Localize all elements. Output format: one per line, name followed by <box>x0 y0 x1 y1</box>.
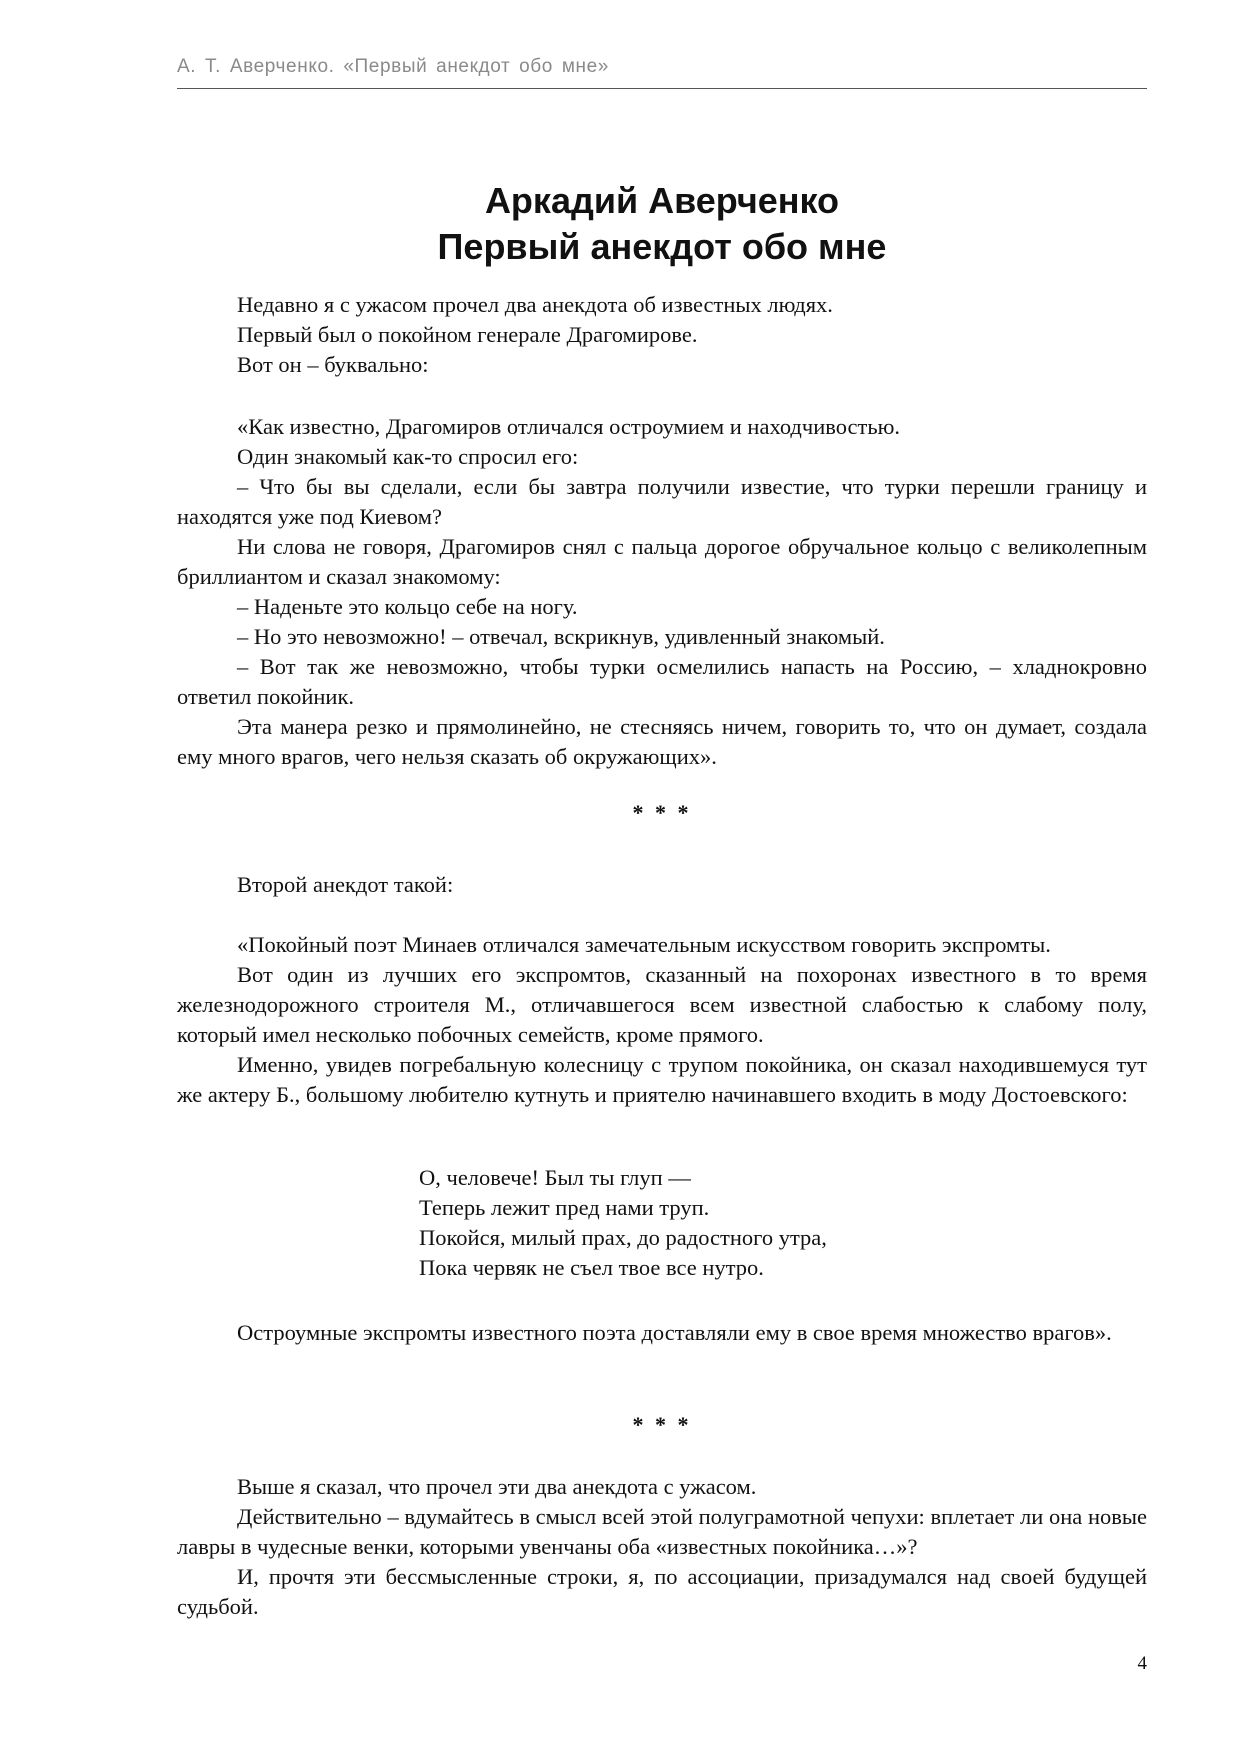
anecdote-two-block <box>177 930 1147 1110</box>
poem-line: Покойся, милый прах, до радостного утра, <box>419 1225 827 1250</box>
poem-line: О, человече! Был ты глуп — <box>419 1165 691 1190</box>
paragraph: Вот он – буквально: <box>237 352 429 377</box>
anecdote-two-end-block <box>177 1318 1147 1348</box>
conclusion-block <box>177 1472 1147 1622</box>
intro-block <box>177 290 1147 380</box>
section-separator: * * * <box>632 1412 692 1437</box>
paragraph: Ни слова не говоря, Драгомиров снял с пальца дорогое обручальное кольцо с великолепным бриллиантом и сказал знакомому: <box>177 534 1147 589</box>
title-work: Первый анекдот обо мне <box>437 226 887 267</box>
second-intro-block <box>177 870 1147 900</box>
page-number: 4 <box>1137 1653 1147 1674</box>
paragraph: Второй анекдот такой: <box>237 872 454 897</box>
paragraph: Эта манера резко и прямолинейно, не стесняясь ничем, говорить то, что он думает, создала ему много врагов, чего нельзя сказать об окружающих». <box>177 714 1147 769</box>
paragraph: Остроумные экспромты известного поэта доставляли ему в свое время множество врагов». <box>237 1320 1112 1345</box>
section-separator: * * * <box>632 800 692 825</box>
paragraph: Первый был о покойном генерале Драгомирове. <box>237 322 698 347</box>
paragraph: – Что бы вы сделали, если бы завтра получили известие, что турки перешли границу и находятся уже под Киевом? <box>177 474 1147 529</box>
paragraph: Один знакомый как-то спросил его: <box>237 444 579 469</box>
poem-line: Пока червяк не съел твое все нутро. <box>419 1255 764 1280</box>
poem-block <box>419 1163 827 1283</box>
title-author: Аркадий Аверченко <box>484 180 840 221</box>
paragraph: – Наденьте это кольцо себе на ногу. <box>237 594 578 619</box>
anecdote-one-block <box>177 412 1147 772</box>
poem-line: Теперь лежит пред нами труп. <box>419 1195 710 1220</box>
paragraph: Недавно я с ужасом прочел два анекдота об известных людях. <box>237 292 833 317</box>
paragraph: Выше я сказал, что прочел эти два анекдота с ужасом. <box>237 1474 757 1499</box>
paragraph: Именно, увидев погребальную колесницу с трупом покойника, он сказал находившемуся тут же актеру Б., большому любителю кутнуть и приятелю начинавшего входить в моду Достоевского: <box>177 1052 1147 1107</box>
paragraph: Вот один из лучших его экспромтов, сказанный на похоронах известного в то время железнодорожного строителя М., отличавшегося всем известной слабостью к слабому полу, который имел несколько побочных семейств, кроме прямого. <box>177 962 1147 1047</box>
header-rule <box>177 88 1147 89</box>
paragraph: – Но это невозможно! – отвечал, вскрикнув, удивленный знакомый. <box>237 624 885 649</box>
running-header: А. Т. Аверченко. «Первый анекдот обо мне» <box>177 56 609 77</box>
paragraph: «Как известно, Драгомиров отличался остроумием и находчивостью. <box>237 414 901 439</box>
paragraph: – Вот так же невозможно, чтобы турки осмелились напасть на Россию, – хладнокровно ответил покойник. <box>177 654 1147 709</box>
paragraph: «Покойный поэт Минаев отличался замечательным искусством говорить экспромты. <box>237 932 1051 957</box>
paragraph: Действительно – вдумайтесь в смысл всей этой полуграмотной чепухи: вплетает ли она новые лавры в чудесные венки, которыми увенчаны оба «известных покойника…»? <box>177 1504 1147 1559</box>
paragraph: И, прочтя эти бессмысленные строки, я, по ассоциации, призадумался над своей будущей судьбой. <box>177 1564 1147 1619</box>
